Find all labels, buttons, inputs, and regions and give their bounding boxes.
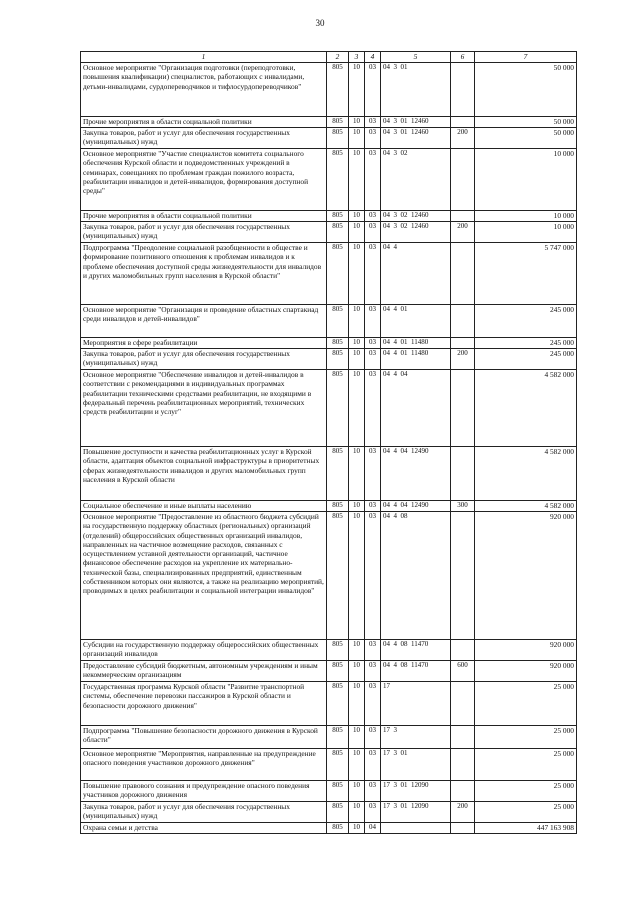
expense-type-code: 200 [451, 128, 475, 149]
expense-type-code [451, 640, 475, 661]
section-code: 10 [349, 128, 365, 149]
target-article-code: 17 [381, 682, 451, 726]
subsection-code: 03 [365, 640, 381, 661]
expense-name: Охрана семьи и детства [81, 823, 327, 834]
target-article-code: 17 3 01 12090 [381, 781, 451, 802]
subsection-code: 03 [365, 149, 381, 211]
section-code: 10 [349, 512, 365, 640]
section-code: 10 [349, 781, 365, 802]
subsection-code: 03 [365, 222, 381, 243]
target-article-code: 04 4 04 12490 [381, 447, 451, 501]
section-code: 10 [349, 661, 365, 682]
section-code: 10 [349, 349, 365, 370]
amount: 245 000 [475, 305, 577, 338]
subsection-code: 03 [365, 349, 381, 370]
expense-name: Субсидии на государственную поддержку общероссийских общественных организаций инвалидов [81, 640, 327, 661]
ministry-code: 805 [327, 447, 349, 501]
table-row [81, 128, 577, 149]
target-article-code [381, 823, 451, 834]
ministry-code: 805 [327, 682, 349, 726]
subsection-code: 03 [365, 661, 381, 682]
table-row [81, 117, 577, 128]
section-code: 10 [349, 117, 365, 128]
subsection-code: 03 [365, 802, 381, 823]
amount: 10 000 [475, 149, 577, 211]
amount: 50 000 [475, 128, 577, 149]
target-article-code: 04 4 01 [381, 305, 451, 338]
target-article-code: 17 3 01 [381, 749, 451, 781]
subsection-code: 03 [365, 682, 381, 726]
expense-name: Прочие мероприятия в области социальной политики [81, 211, 327, 222]
amount: 245 000 [475, 349, 577, 370]
expense-name: Закупка товаров, работ и услуг для обеспечения государственных (муниципальных) нужд [81, 349, 327, 370]
column-header: 1 [81, 52, 327, 63]
target-article-code: 04 4 04 [381, 370, 451, 447]
column-header: 2 [327, 52, 349, 63]
ministry-code: 805 [327, 370, 349, 447]
section-code: 10 [349, 63, 365, 117]
expense-type-code: 300 [451, 501, 475, 512]
target-article-code: 04 3 02 12460 [381, 222, 451, 243]
expense-name: Мероприятия в сфере реабилитации [81, 338, 327, 349]
table-row [81, 512, 577, 640]
expense-type-code [451, 305, 475, 338]
ministry-code: 805 [327, 501, 349, 512]
section-code: 10 [349, 726, 365, 749]
table-row [81, 640, 577, 661]
subsection-code: 03 [365, 781, 381, 802]
target-article-code: 04 3 02 12460 [381, 211, 451, 222]
table-row [81, 149, 577, 211]
table-row [81, 682, 577, 726]
ministry-code: 805 [327, 823, 349, 834]
ministry-code: 805 [327, 243, 349, 305]
target-article-code: 04 4 01 11480 [381, 349, 451, 370]
expense-name: Закупка товаров, работ и услуг для обеспечения государственных (муниципальных) нужд [81, 128, 327, 149]
ministry-code: 805 [327, 211, 349, 222]
amount: 25 000 [475, 781, 577, 802]
target-article-code: 04 3 01 12460 [381, 128, 451, 149]
column-header: 3 [349, 52, 365, 63]
expense-type-code [451, 823, 475, 834]
amount: 25 000 [475, 682, 577, 726]
ministry-code: 805 [327, 149, 349, 211]
expense-type-code: 600 [451, 661, 475, 682]
expense-name: Подпрограмма "Повышение безопасности дорожного движения в Курской области" [81, 726, 327, 749]
expense-type-code [451, 243, 475, 305]
section-code: 10 [349, 370, 365, 447]
budget-table [80, 51, 577, 834]
expense-name: Основное мероприятие "Организация подготовки (переподготовки, повышения квалификации) специалистов, работающих с инвалидами, детьми-инвалидами, сурдопереводчиков и тифлосурдопереводчиков" [81, 63, 327, 117]
amount: 10 000 [475, 222, 577, 243]
ministry-code: 805 [327, 128, 349, 149]
amount: 10 000 [475, 211, 577, 222]
subsection-code: 03 [365, 338, 381, 349]
ministry-code: 805 [327, 640, 349, 661]
expense-name: Основное мероприятие "Обеспечение инвалидов и детей-инвалидов в соответствии с рекомендациями в индивидуальных программах реабилитации техническими средствами реабилитации, не входящими в федеральный перечень реабилитационных мероприятий, технических средств реабилитации и услуг" [81, 370, 327, 447]
ministry-code: 805 [327, 726, 349, 749]
amount: 4 582 000 [475, 501, 577, 512]
expense-name: Повышение правового сознания и предупреждение опасного поведения участников дорожного движения [81, 781, 327, 802]
amount: 245 000 [475, 338, 577, 349]
column-header: 6 [451, 52, 475, 63]
section-code: 10 [349, 149, 365, 211]
target-article-code: 04 4 04 12490 [381, 501, 451, 512]
table-row [81, 802, 577, 823]
table-row [81, 222, 577, 243]
table-row [81, 781, 577, 802]
ministry-code: 805 [327, 63, 349, 117]
expense-type-code [451, 63, 475, 117]
amount: 920 000 [475, 512, 577, 640]
target-article-code: 04 4 01 11480 [381, 338, 451, 349]
subsection-code: 03 [365, 370, 381, 447]
section-code: 10 [349, 222, 365, 243]
ministry-code: 805 [327, 512, 349, 640]
table-row [81, 447, 577, 501]
amount: 50 000 [475, 63, 577, 117]
table-row [81, 501, 577, 512]
ministry-code: 805 [327, 749, 349, 781]
section-code: 10 [349, 211, 365, 222]
section-code: 10 [349, 802, 365, 823]
target-article-code: 17 3 01 12090 [381, 802, 451, 823]
section-code: 10 [349, 640, 365, 661]
column-header: 4 [365, 52, 381, 63]
ministry-code: 805 [327, 781, 349, 802]
expense-type-code [451, 149, 475, 211]
target-article-code: 04 4 08 11470 [381, 661, 451, 682]
page-number: 30 [315, 18, 325, 28]
amount: 25 000 [475, 749, 577, 781]
amount: 5 747 000 [475, 243, 577, 305]
target-article-code: 04 3 02 [381, 149, 451, 211]
section-code: 10 [349, 447, 365, 501]
subsection-code: 03 [365, 211, 381, 222]
subsection-code: 03 [365, 749, 381, 781]
table-row [81, 243, 577, 305]
expense-type-code [451, 338, 475, 349]
table-row [81, 726, 577, 749]
subsection-code: 03 [365, 305, 381, 338]
target-article-code: 04 4 [381, 243, 451, 305]
table-row [81, 349, 577, 370]
subsection-code: 03 [365, 128, 381, 149]
ministry-code: 805 [327, 117, 349, 128]
target-article-code: 04 4 08 11470 [381, 640, 451, 661]
expense-type-code: 200 [451, 222, 475, 243]
section-code: 10 [349, 243, 365, 305]
expense-name: Социальное обеспечение и иные выплаты населению [81, 501, 327, 512]
expense-name: Подпрограмма "Преодоление социальной разобщенности в обществе и формирование позитивного отношения к проблемам инвалидов и к проблеме обеспечения доступной среды жизнедеятельности для инвалидов и других маломобильных групп населения в Курской области" [81, 243, 327, 305]
ministry-code: 805 [327, 802, 349, 823]
expense-name: Закупка товаров, работ и услуг для обеспечения государственных (муниципальных) нужд [81, 222, 327, 243]
expense-name: Прочие мероприятия в области социальной политики [81, 117, 327, 128]
target-article-code: 04 3 01 [381, 63, 451, 117]
amount: 4 582 000 [475, 370, 577, 447]
amount: 920 000 [475, 640, 577, 661]
amount: 50 000 [475, 117, 577, 128]
target-article-code: 17 3 [381, 726, 451, 749]
subsection-code: 03 [365, 63, 381, 117]
amount: 25 000 [475, 726, 577, 749]
column-header: 7 [475, 52, 577, 63]
subsection-code: 03 [365, 243, 381, 305]
section-code: 10 [349, 305, 365, 338]
section-code: 10 [349, 682, 365, 726]
expense-name: Основное мероприятие "Участие специалистов комитета социального обеспечения Курской области и подведомственных учреждений в семинарах, совещаниях по проблемам граждан пожилого возраста, реабилитации инвалидов и детей-инвалидов, формирования доступной среды" [81, 149, 327, 211]
expense-type-code [451, 370, 475, 447]
expense-name: Повышение доступности и качества реабилитационных услуг в Курской области, адаптация объектов социальной инфраструктуры в приоритетных сферах жизнедеятельности инвалидов и других маломобильных групп населения в Курской области [81, 447, 327, 501]
expense-type-code [451, 512, 475, 640]
expense-type-code [451, 781, 475, 802]
expense-name: Основное мероприятие "Предоставление из областного бюджета субсидий на государственную поддержку областных (региональных) организаций (отделений) общероссийских общественных организаций инвалидов, направленных на частичное возмещение расходов, связанных с осуществлением уставной деятельности организаций, частичное финансовое обеспечение расходов на укрепление их материально-технической базы, специализированных предприятий, единственным собственником которых они являются, а также на реализацию мероприятий, проводимых в целях реабилитации и социальной интеграции инвалидов" [81, 512, 327, 640]
target-article-code: 04 4 08 [381, 512, 451, 640]
subsection-code: 03 [365, 501, 381, 512]
expense-type-code [451, 211, 475, 222]
section-code: 10 [349, 823, 365, 834]
amount: 447 163 908 [475, 823, 577, 834]
expense-name: Предоставление субсидий бюджетным, автономным учреждениям и иным некоммерческим организациям [81, 661, 327, 682]
table-row [81, 823, 577, 834]
ministry-code: 805 [327, 222, 349, 243]
expense-type-code [451, 749, 475, 781]
table-row [81, 370, 577, 447]
expense-type-code [451, 682, 475, 726]
expense-name: Основное мероприятие "Мероприятия, направленные на предупреждение опасного поведения участников дорожного движения" [81, 749, 327, 781]
table-row [81, 211, 577, 222]
amount: 4 582 000 [475, 447, 577, 501]
section-code: 10 [349, 749, 365, 781]
section-code: 10 [349, 338, 365, 349]
target-article-code: 04 3 01 12460 [381, 117, 451, 128]
expense-type-code [451, 726, 475, 749]
amount: 25 000 [475, 802, 577, 823]
section-code: 10 [349, 501, 365, 512]
subsection-code: 03 [365, 512, 381, 640]
ministry-code: 805 [327, 305, 349, 338]
amount: 920 000 [475, 661, 577, 682]
column-header: 5 [381, 52, 451, 63]
subsection-code: 04 [365, 823, 381, 834]
subsection-code: 03 [365, 447, 381, 501]
table-row [81, 749, 577, 781]
expense-type-code: 200 [451, 349, 475, 370]
table-row [81, 661, 577, 682]
table-header-row [81, 52, 577, 63]
expense-name: Закупка товаров, работ и услуг для обеспечения государственных (муниципальных) нужд [81, 802, 327, 823]
table-row [81, 63, 577, 117]
subsection-code: 03 [365, 726, 381, 749]
expense-type-code [451, 117, 475, 128]
expense-type-code [451, 447, 475, 501]
expense-name: Основное мероприятие "Организация и проведение областных спартакиад среди инвалидов и детей-инвалидов" [81, 305, 327, 338]
subsection-code: 03 [365, 117, 381, 128]
ministry-code: 805 [327, 338, 349, 349]
ministry-code: 805 [327, 661, 349, 682]
table-row [81, 338, 577, 349]
ministry-code: 805 [327, 349, 349, 370]
expense-type-code: 200 [451, 802, 475, 823]
table-row [81, 305, 577, 338]
expense-name: Государственная программа Курской области "Развитие транспортной системы, обеспечение перевозки пассажиров в Курской области и безопасности дорожного движения" [81, 682, 327, 726]
